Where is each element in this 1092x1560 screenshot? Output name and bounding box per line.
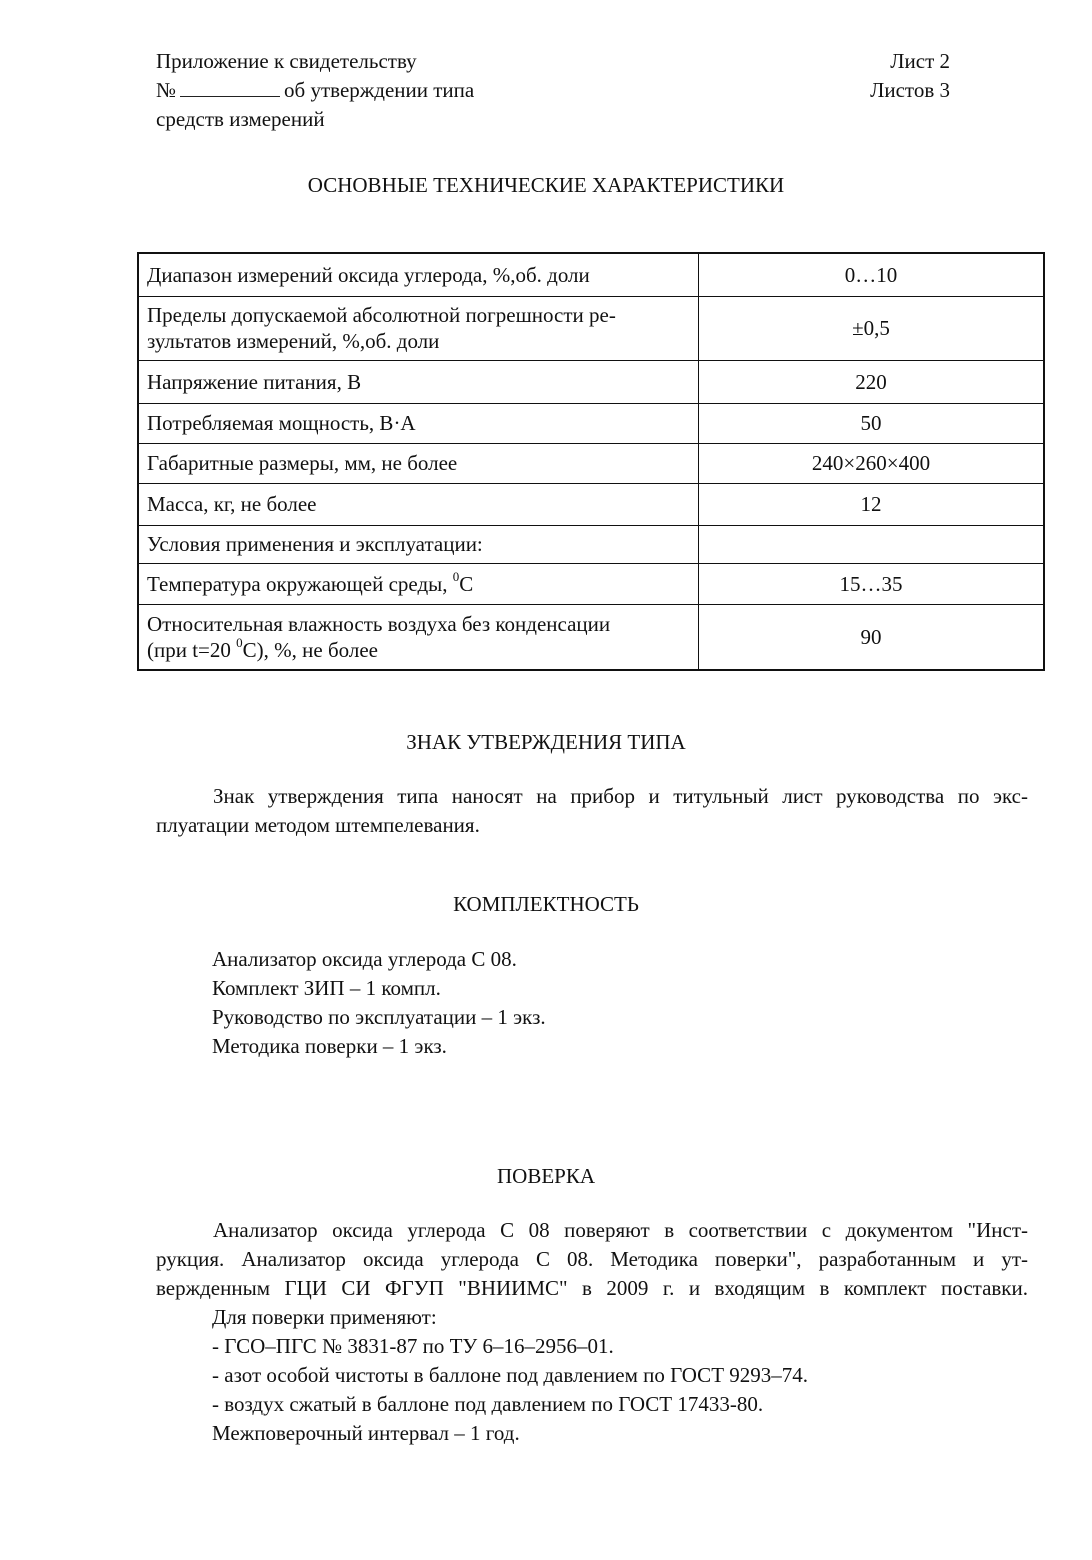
param-cell: Габаритные размеры, мм, не более xyxy=(138,443,699,483)
param-text: Температура окружающей среды, xyxy=(147,571,453,596)
verification-title: ПОВЕРКА xyxy=(496,1164,596,1188)
value-cell: 15…35 xyxy=(699,563,1045,604)
degree-sup: 0 xyxy=(236,634,243,650)
header-line-2 xyxy=(156,76,656,105)
header-line-1: Приложение к свидетельству xyxy=(156,49,417,73)
table-row xyxy=(138,360,1044,403)
table-row xyxy=(138,296,1044,360)
value-cell: 90 xyxy=(699,604,1045,670)
list-item: Руководство по эксплуатации – 1 экз. xyxy=(212,1005,546,1029)
degree-sup: 0 xyxy=(452,568,460,584)
param-line: Относительная влажность воздуха без конденсации xyxy=(147,611,611,636)
sheet-number: Лист 2 xyxy=(890,49,950,73)
value-cell: 50 xyxy=(699,403,1045,443)
param-text: (при t=20 xyxy=(147,637,237,662)
param-cell xyxy=(138,604,699,670)
param-line: зультатов измерений, %,об. доли xyxy=(147,329,440,353)
param-text: С), %, не более xyxy=(242,637,378,662)
table-row xyxy=(138,604,1044,670)
paragraph-line: вержденным ГЦИ СИ ФГУП "ВНИИМС" в 2009 г. и входящим в комплект поставки. xyxy=(156,1276,1028,1300)
tools-intro: Для поверки применяют: xyxy=(212,1305,437,1329)
param-line xyxy=(147,634,690,663)
list-item: - азот особой чистоты в баллоне под давлением по ГОСТ 9293–74. xyxy=(212,1363,809,1387)
param-cell xyxy=(138,296,699,360)
table-row xyxy=(138,253,1044,296)
list-item: - воздух сжатый в баллоне под давлением по ГОСТ 17433-80. xyxy=(212,1392,764,1416)
list-item: Комплект ЗИП – 1 компл. xyxy=(212,976,441,1000)
table-row xyxy=(138,525,1044,563)
sheets-total: Листов 3 xyxy=(870,78,950,102)
table-row xyxy=(138,563,1044,604)
number-blank xyxy=(180,78,280,97)
list-item: - ГСО–ПГС № 3831-87 по ТУ 6–16–2956–01. xyxy=(212,1334,614,1358)
paragraph-line: рукция. Анализатор оксида углерода С 08. Методика поверки", разработанным и ут- xyxy=(156,1247,1028,1271)
verification-interval: Межповерочный интервал – 1 год. xyxy=(212,1421,520,1445)
tech-specs-table xyxy=(137,252,1045,671)
completeness-list xyxy=(212,945,546,1061)
param-cell: Напряжение питания, В xyxy=(138,360,699,403)
table-row xyxy=(138,403,1044,443)
value-cell: 0…10 xyxy=(699,253,1045,296)
verification-tools xyxy=(212,1303,808,1448)
param-cell: Масса, кг, не более xyxy=(138,483,699,525)
verification-text xyxy=(156,1216,1028,1303)
table-row xyxy=(138,483,1044,525)
param-cell: Условия применения и эксплуатации: xyxy=(138,525,699,563)
header-line-3: средств измерений xyxy=(156,107,325,131)
certificate-annex-header xyxy=(156,47,656,134)
completeness-title: КОМПЛЕКТНОСТЬ xyxy=(453,892,639,916)
list-item: Анализатор оксида углерода С 08. xyxy=(212,947,517,971)
paragraph-line: плуатации методом штемпелевания. xyxy=(156,813,480,837)
value-cell: 240×260×400 xyxy=(699,443,1045,483)
tech-specs-title: ОСНОВНЫЕ ТЕХНИЧЕСКИЕ ХАРАКТЕРИСТИКИ xyxy=(307,173,785,197)
header-line-2-text: об утверждении типа xyxy=(284,78,475,102)
number-prefix: № xyxy=(156,78,177,102)
param-unit: С xyxy=(459,571,474,596)
value-cell: 12 xyxy=(699,483,1045,525)
table-row xyxy=(138,443,1044,483)
value-cell: ±0,5 xyxy=(699,296,1045,360)
value-cell xyxy=(699,525,1045,563)
sheet-info xyxy=(870,47,950,105)
list-item: Методика поверки – 1 экз. xyxy=(212,1034,447,1058)
param-cell: Диапазон измерений оксида углерода, %,об. доли xyxy=(138,253,699,296)
paragraph-line: Анализатор оксида углерода С 08 поверяют в соответствии с документом "Инст- xyxy=(213,1218,1028,1242)
param-cell: Потребляемая мощность, В·А xyxy=(138,403,699,443)
paragraph-line: Знак утверждения типа наносят на прибор и титульный лист руководства по экс- xyxy=(213,784,1028,808)
approval-mark-text xyxy=(156,782,1028,840)
value-cell: 220 xyxy=(699,360,1045,403)
param-cell xyxy=(138,563,699,604)
param-line: Пределы допускаемой абсолютной погрешности ре- xyxy=(147,303,616,327)
approval-mark-title: ЗНАК УТВЕРЖДЕНИЯ ТИПА xyxy=(406,730,686,754)
